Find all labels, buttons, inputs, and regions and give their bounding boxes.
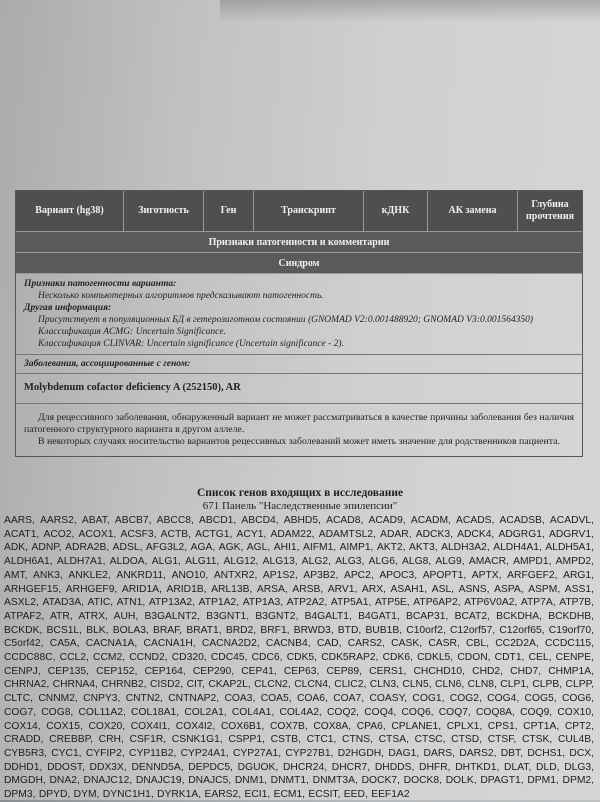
header-cdna: кДНК — [364, 191, 428, 231]
header-read-depth: Глубина прочтения — [526, 199, 574, 222]
header-gene: Ген — [204, 191, 254, 231]
note-paragraph-1: Для рецессивного заболевания, обнаруженный вариант не может рассматриваться в качестве причины заболевания без наличия патогенного структурного варианта в другом аллеле. — [24, 412, 574, 435]
acmg-classification: Классификация ACMG: Uncertain Significance. — [38, 327, 226, 337]
signs-label: Признаки патогенности варианта: — [24, 279, 177, 289]
table-header-row — [16, 191, 582, 232]
gene-list: AARS, AARS2, ABAT, ABCB7, ABCC8, ABCD1, ABCD4, ABHD5, ACAD8, ACAD9, ACADM, ACADS, ACADSB, ACADVL, ACAT1, ACO2, ACOX1, ACSF3, ACTB, ACTG1, ACY1, ADAM22, ADAMTSL2, ADAR, ADCK3, ADCK4, ADGRG1, ADGRV1, ADK, ADNP, ADRA2B, ADSL, AFG3L2, AGA, AGK, AGL, AHI1, AIFM1, AIMP1, AKT2, AKT3, ALDH3A2, ALDH4A1, ALDH5A1, ALDH6A1, ALDH7A1, ALDOA, ALG1, ALG11, ALG12, ALG13, ALG2, ALG3, ALG6, ALG8, ALG9, AMACR, AMPD1, AMPD2, AMT, ANK3, ANKLE2, ANKRD11, ANO10, ANTXR2, AP1S2, AP3B2, APC2, APOC3, APOPT1, APTX, ARFGEF2, ARG1, ARHGEF15, ARHGEF9, ARID1A, ARID1B, ARL13B, ARSA, ARSB, ARV1, ARX, ASAH1, ASL, ASNS, ASPA, ASPM, ASS1, ASXL2, ATAD3A, ATIC, ATN1, ATP13A2, ATP1A2, ATP1A3, ATP2A2, ATP5A1, ATP5E, ATP6AP2, ATP6V0A2, ATP7A, ATP7B, ATPAF2, ATR, ATRX, AUH, B3GALNT2, B3GNT1, B3GNT2, B4GALT1, B4GAT1, BCAP31, BCAT2, BCKDHA, BCKDHB, BCKDK, BCS1L, BLK, BOLA3, BRAF, BRAT1, BRD2, BRF1, BRWD3, BTD, BUB1B, C10orf2, C12orf57, C12orf65, C19orf70, C5orf42, CA5A, CACNA1A, CACNA1H, CACNA2D2, CACNB4, CAD, CARS2, CASK, CASR, CBL, CC2D2A, CCDC115, CCDC88C, CCL2, CCM2, CCND2, CD320, CDC45, CDC6, CDK5, CDK5RAP2, CDK6, CDKL5, CDON, CDT1, CEL, CENPE, CENPJ, CEP135, CEP152, CEP164, CEP290, CEP41, CEP63, CEP89, CERS1, CHCHD10, CHD2, CHD7, CHMP1A, CHRNA2, CHRNA4, CHRNB2, CISD2, CIT, CKAP2L, CLCN2, CLCN4, CLIC2, CLN3, CLN5, CLN6, CLN8, CLP1, CLPB, CLPP, CLTC, CNNM2, CNPY3, CNTN2, CNTNAP2, COA3, COA5, COA6, COA7, COASY, COG1, COG2, COG4, COG5, COG6, COG7, COG8, COL11A2, COL18A1, COL2A1, COL4A1, COL4A2, COQ2, COQ4, COQ6, COQ7, COQ8A, COQ9, COX10, COX14, COX15, COX20, COX4I1, COX4I2, COX6B1, COX7B, COX8A, CPA6, CPLANE1, CPLX1, CPS1, CPT1A, CPT2, CRADD, CREBBP, CRH, CSF1R, CSNK1G1, CSPP1, CSTB, CTC1, CTNS, CTSA, CTSC, CTSD, CTSF, CTSK, CUL4B, CYB5R3, CYC1, CYFIP2, CYP11B2, CYP24A1, CYP27A1, CYP27B1, D2HGDH, DAG1, DARS, DARS2, DBT, DCHS1, DCX, DDHD1, DDOST, DDX3X, DENND5A, DEPDC5, DGUOK, DHCR24, DHCR7, DHDDS, DHFR, DHTKD1, DLAT, DLD, DLG3, DMGDH, DNA2, DNAJC12, DNAJC19, DNAJC5, DNM1, DNMT1, DNMT3A, DOCK7, DOCK8, DOLK, DPAGT1, DPM1, DPM2, DPM3, DPYD, DYM, DYNC1H1, DYRK1A, EARS2, ECI1, ECM1, ECSIT, EED, EEF1A2 — [4, 515, 594, 801]
genes-title: Список генов входящих в исследование — [196, 487, 404, 499]
clinvar-classification: Классификация CLINVAR: Uncertain significance (Uncertain significance - 2). — [38, 339, 344, 349]
recessive-note — [16, 404, 582, 456]
header-zygosity: Зиготность — [124, 191, 204, 231]
pathogenicity-bar: Признаки патогенности и комментарии — [16, 232, 582, 253]
other-info-label: Другая информация: — [24, 303, 112, 313]
signs-text: Несколько компьютерных алгоритмов предсказывают патогенность. — [38, 291, 324, 301]
note-paragraph-2: В некоторых случаях носительство вариантов рецессивных заболеваний может иметь значение для родственников пациента. — [38, 436, 560, 447]
header-aa-change: АК замена — [428, 191, 518, 231]
header-variant: Вариант (hg38) — [16, 191, 124, 231]
other-info-text: Присутствует в популяционных БД в гетерозиготном состоянии (GNOMAD V2:0.001488920; GNOMAD V3:0.001564350) — [38, 315, 534, 325]
disease-name: Molybdenum cofactor deficiency A (252150), AR — [16, 374, 582, 404]
header-transcript: Транскрипт — [254, 191, 364, 231]
disease-label: Заболевания, ассоциированные с геном: — [16, 355, 582, 374]
syndrome-bar: Синдром — [16, 253, 582, 274]
pathogenicity-block — [16, 274, 582, 355]
paper-shadow — [220, 0, 600, 22]
variant-table — [15, 190, 583, 457]
genes-subtitle: 671 Панель "Наследственные эпилепсии" — [202, 500, 398, 512]
